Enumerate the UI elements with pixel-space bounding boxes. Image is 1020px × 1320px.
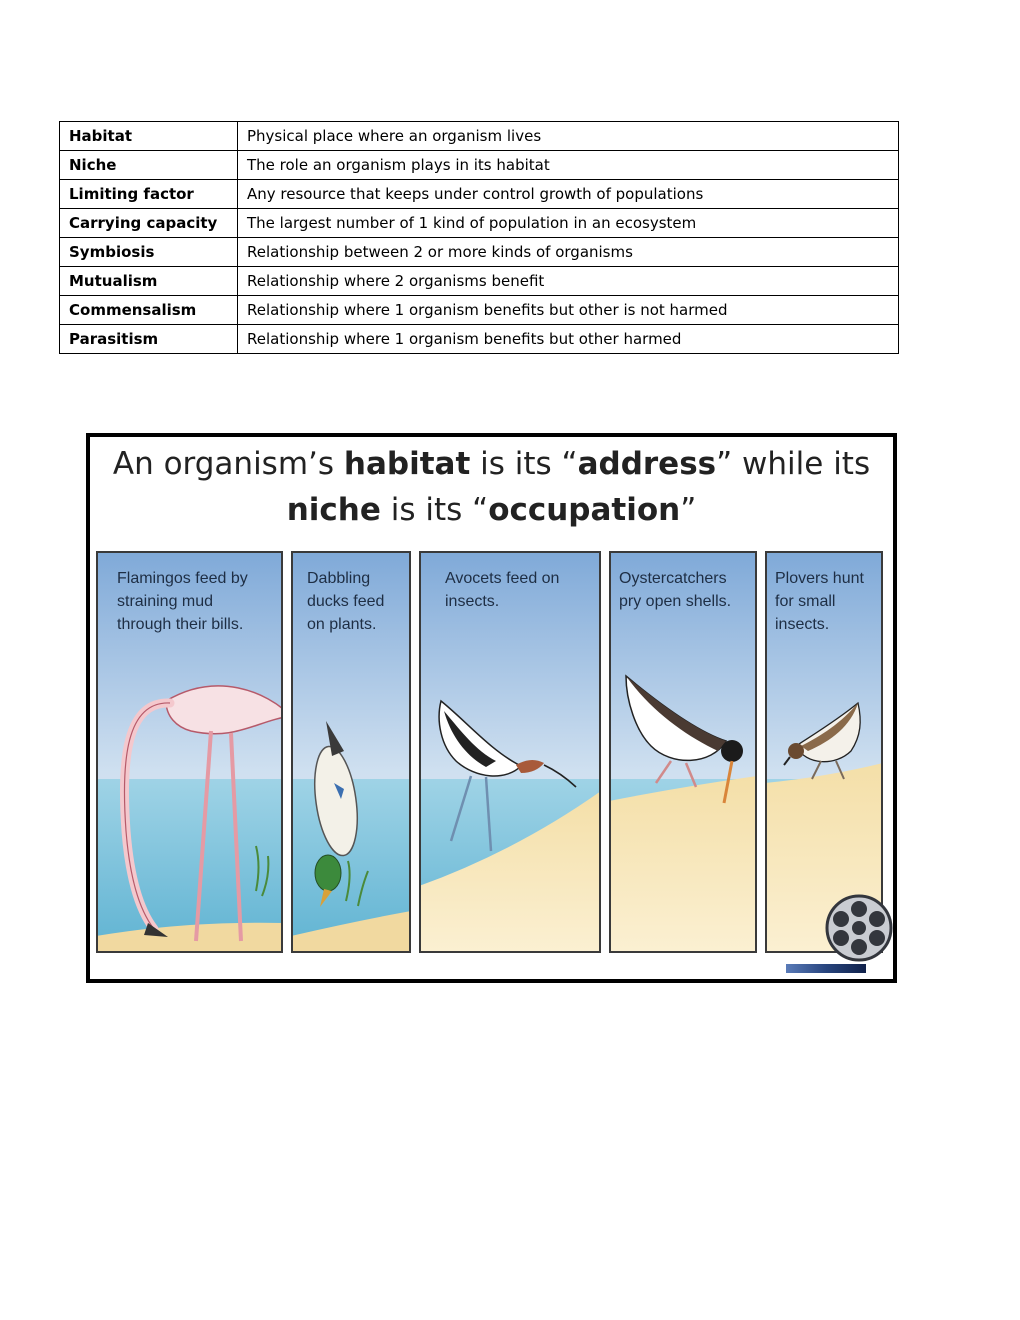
title-emphasis-address: address xyxy=(577,446,717,482)
dabbling-duck-caption: Dabbling ducks feed on plants. xyxy=(307,570,385,633)
table-row xyxy=(60,267,899,296)
flamingo-caption: Flamingos feed by straining mud through their bills. xyxy=(117,570,248,633)
title-text: An organism’s xyxy=(112,446,344,482)
title-text: is its “ xyxy=(380,492,489,528)
definition-cell: Relationship where 2 organisms benefit xyxy=(238,267,899,296)
table-row xyxy=(60,238,899,267)
table-row xyxy=(60,151,899,180)
term-cell: Niche xyxy=(60,151,238,180)
oystercatcher-caption: Oystercatchers pry open shells. xyxy=(619,570,732,610)
filmstrip-bar xyxy=(786,964,866,973)
definition-cell: Relationship where 1 organism benefits but other is not harmed xyxy=(238,296,899,325)
term-cell: Limiting factor xyxy=(60,180,238,209)
slide-title-line-1 xyxy=(90,441,893,487)
table-row xyxy=(60,122,899,151)
term-cell: Parasitism xyxy=(60,325,238,354)
habitat-niche-slide xyxy=(86,433,897,983)
table-row xyxy=(60,209,899,238)
slide-title xyxy=(90,441,893,533)
vocabulary-table xyxy=(59,121,899,354)
definition-cell: Physical place where an organism lives xyxy=(238,122,899,151)
title-text: is its “ xyxy=(470,446,578,482)
title-emphasis-occupation: occupation xyxy=(488,492,681,528)
title-emphasis-niche: niche xyxy=(286,492,381,528)
term-cell: Habitat xyxy=(60,122,238,151)
table-row xyxy=(60,325,899,354)
title-text: ” while its xyxy=(716,446,871,482)
plover-caption: Plovers hunt for small insects. xyxy=(775,570,864,633)
term-cell: Mutualism xyxy=(60,267,238,296)
title-emphasis-habitat: habitat xyxy=(343,446,471,482)
definition-cell: The role an organism plays in its habitat xyxy=(238,151,899,180)
table-row xyxy=(60,296,899,325)
definition-cell: Relationship between 2 or more kinds of organisms xyxy=(238,238,899,267)
definition-cell: Any resource that keeps under control growth of populations xyxy=(238,180,899,209)
definition-cell: The largest number of 1 kind of population in an ecosystem xyxy=(238,209,899,238)
avocet-caption: Avocets feed on insects. xyxy=(445,570,560,610)
term-cell: Symbiosis xyxy=(60,238,238,267)
term-cell: Carrying capacity xyxy=(60,209,238,238)
film-reel-icon xyxy=(825,883,893,973)
definition-cell: Relationship where 1 organism benefits but other harmed xyxy=(238,325,899,354)
title-text: ” xyxy=(680,492,697,528)
slide-title-line-2 xyxy=(90,487,893,533)
term-cell: Commensalism xyxy=(60,296,238,325)
table-row xyxy=(60,180,899,209)
